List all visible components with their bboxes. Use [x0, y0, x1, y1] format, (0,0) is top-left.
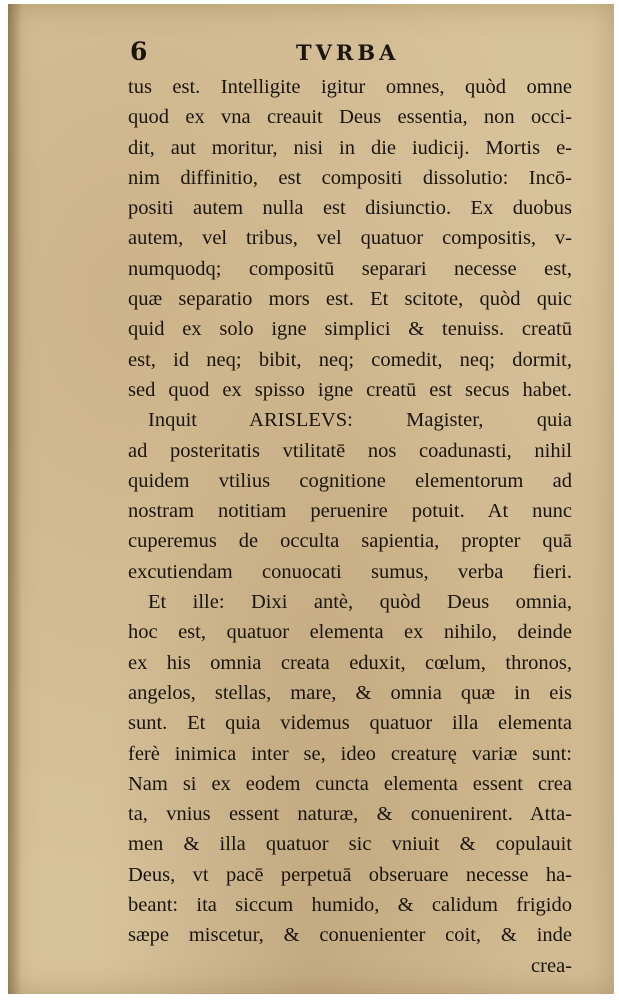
text-line: hoc est, quatuor elementa ex nihilo, deinde: [128, 621, 572, 644]
running-head: TVRBA: [296, 40, 400, 65]
text-line: excutiendam conuocati sumus, verba fieri.: [128, 560, 572, 583]
text-line: nim diffinitio, est compositi dissolutio: Incō-: [128, 166, 572, 189]
text-line: angelos, stellas, mare, & omnia quæ in eis: [128, 681, 572, 704]
text-line: quæ separatio mors est. Et scitote, quòd quic: [128, 288, 572, 311]
text-line: Inquit ARISLEVS: Magister, quia: [148, 409, 572, 432]
text-line: nostram notitiam peruenire potuit. At nunc: [128, 500, 572, 523]
text-line: quid ex solo igne simplici & tenuiss. creatū: [128, 318, 572, 341]
text-line: Nam si ex eodem cuncta elementa essent crea: [128, 772, 572, 795]
text-line: ferè inimica inter se, ideo creaturę variæ sunt:: [128, 742, 572, 765]
body-text: [128, 72, 572, 981]
text-line: sed quod ex spisso igne creatū est secus habet.: [128, 378, 572, 401]
text-line: dit, aut moritur, nisi in die iudicij. Mortis e-: [128, 136, 572, 159]
text-line: est, id neq; bibit, neq; comedit, neq; dormit,: [128, 348, 572, 371]
text-line: quidem vtilius cognitione elementorum ad: [128, 469, 572, 492]
text-line: quod ex vna creauit Deus essentia, non occi-: [128, 106, 572, 129]
text-line: cuperemus de occulta sapientia, propter quā: [128, 530, 572, 553]
text-line: numquodq; compositū separari necesse est,: [128, 257, 572, 280]
text-line: positi autem nulla est disiunctio. Ex duobus: [128, 197, 572, 220]
text-line: autem, vel tribus, vel quatuor compositis, v-: [128, 227, 572, 250]
text-line: ta, vnius essent naturæ, & conuenirent. Atta-: [128, 803, 572, 826]
text-line: sunt. Et quia videmus quatuor illa elementa: [128, 712, 572, 735]
text-line: men & illa quatuor sic vniuit & copulauit: [128, 833, 572, 856]
text-line: ad posteritatis vtilitatē nos coadunasti, nihil: [128, 439, 572, 462]
text-line: Deus, vt pacē perpetuā obseruare necesse ha-: [128, 863, 572, 886]
catchword: crea-: [531, 954, 572, 977]
page-number: 6: [130, 37, 148, 66]
text-line: sæpe miscetur, & conuenienter coit, & inde: [128, 924, 572, 947]
text-line: tus est. Intelligite igitur omnes, quòd omne: [128, 76, 572, 98]
page-gutter-shadow: [8, 4, 22, 994]
text-line: Et ille: Dixi antè, quòd Deus omnia,: [148, 591, 572, 614]
page-header: [0, 38, 619, 68]
text-line: ex his omnia creata eduxit, cœlum, thronos,: [128, 651, 572, 674]
text-line: beant: ita siccum humido, & calidum frigido: [128, 894, 572, 917]
